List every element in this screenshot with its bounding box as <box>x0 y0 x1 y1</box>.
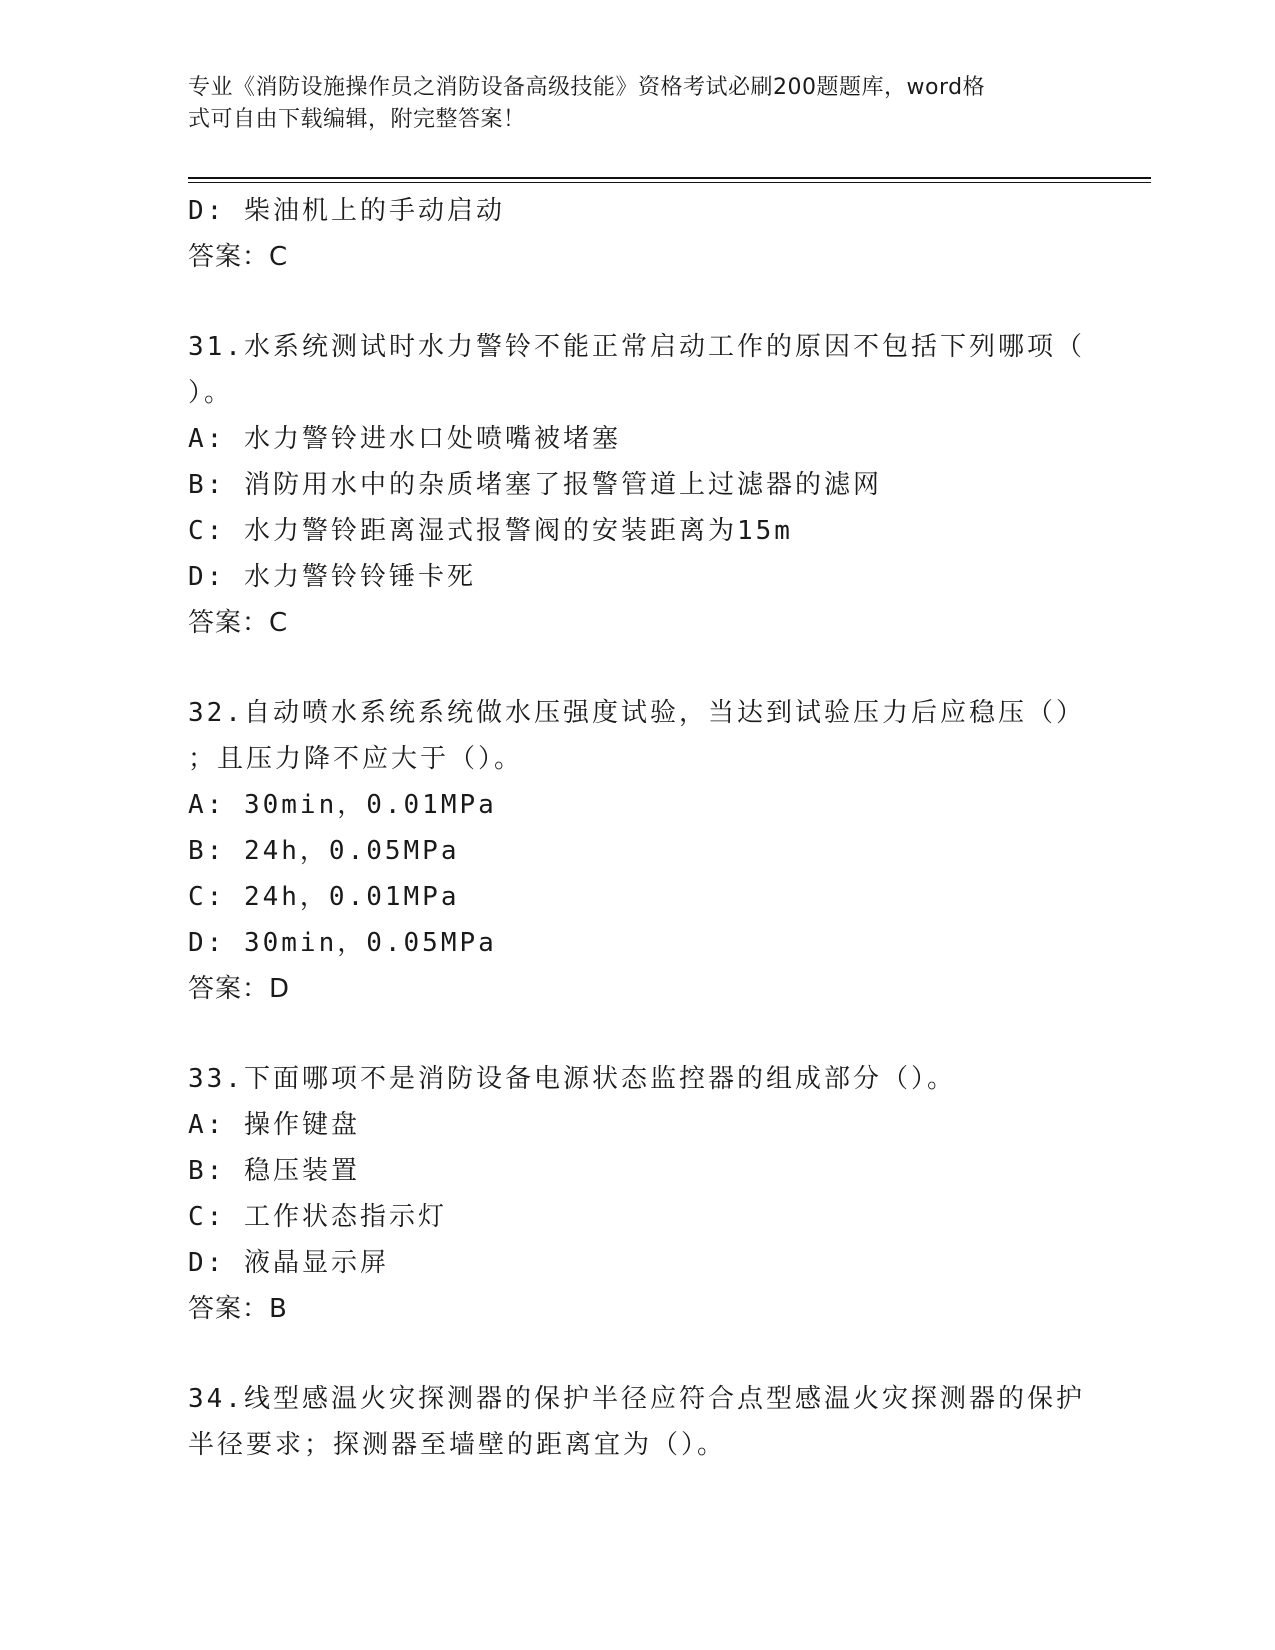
spacer <box>188 646 1088 690</box>
question-32-text-line-1: 32.自动喷水系统系统做水压强度试验，当达到试验压力后应稳压（） <box>188 698 1085 728</box>
prev-option-d: D: 柴油机上的手动启动 <box>188 196 505 226</box>
header-divider-thick <box>188 177 1151 179</box>
question-31-answer: 答案：C <box>188 608 289 638</box>
question-31-option-d: D: 水力警铃铃锤卡死 <box>188 562 476 592</box>
question-33-option-c: C: 工作状态指示灯 <box>188 1202 447 1232</box>
question-31-option-c: C: 水力警铃距离湿式报警阀的安装距离为15m <box>188 516 793 546</box>
prev-answer: 答案：C <box>188 242 289 272</box>
question-34 <box>188 1376 1088 1468</box>
question-33-option-b: B: 稳压装置 <box>188 1156 360 1186</box>
question-33 <box>188 1056 1088 1332</box>
spacer <box>188 1332 1088 1376</box>
question-31-text-line-1: 31.水系统测试时水力警铃不能正常启动工作的原因不包括下列哪项（ <box>188 332 1085 362</box>
question-31-option-b: B: 消防用水中的杂质堵塞了报警管道上过滤器的滤网 <box>188 470 882 500</box>
question-32-option-c: C: 24h，0.01MPa <box>188 882 460 912</box>
question-32-option-a: A: 30min，0.01MPa <box>188 790 497 820</box>
question-32-answer: 答案：D <box>188 974 291 1004</box>
question-33-option-d: D: 液晶显示屏 <box>188 1248 389 1278</box>
header-line-1: 专业《消防设施操作员之消防设备高级技能》资格考试必刷200题题库，word格 <box>188 75 986 100</box>
question-32-text-line-2: ；且压力降不应大于（）。 <box>188 744 524 774</box>
document-header <box>188 72 1088 136</box>
question-31-text-line-2: ）。 <box>188 378 234 408</box>
question-32 <box>188 690 1088 1012</box>
question-32-option-d: D: 30min，0.05MPa <box>188 928 497 958</box>
document-body <box>188 188 1088 1468</box>
spacer <box>188 280 1088 324</box>
question-31 <box>188 324 1088 646</box>
header-line-2: 式可自由下载编辑，附完整答案！ <box>188 107 526 132</box>
header-divider-thin <box>188 182 1151 183</box>
question-33-option-a: A: 操作键盘 <box>188 1110 360 1140</box>
spacer <box>188 1012 1088 1056</box>
question-33-answer: 答案：B <box>188 1294 288 1324</box>
question-31-option-a: A: 水力警铃进水口处喷嘴被堵塞 <box>188 424 621 454</box>
question-34-text-line-2: 半径要求；探测器至墙壁的距离宜为（）。 <box>188 1430 727 1460</box>
question-34-text-line-1: 34.线型感温火灾探测器的保护半径应符合点型感温火灾探测器的保护 <box>188 1384 1085 1414</box>
question-32-option-b: B: 24h，0.05MPa <box>188 836 460 866</box>
question-33-text-line-1: 33.下面哪项不是消防设备电源状态监控器的组成部分（）。 <box>188 1064 956 1094</box>
